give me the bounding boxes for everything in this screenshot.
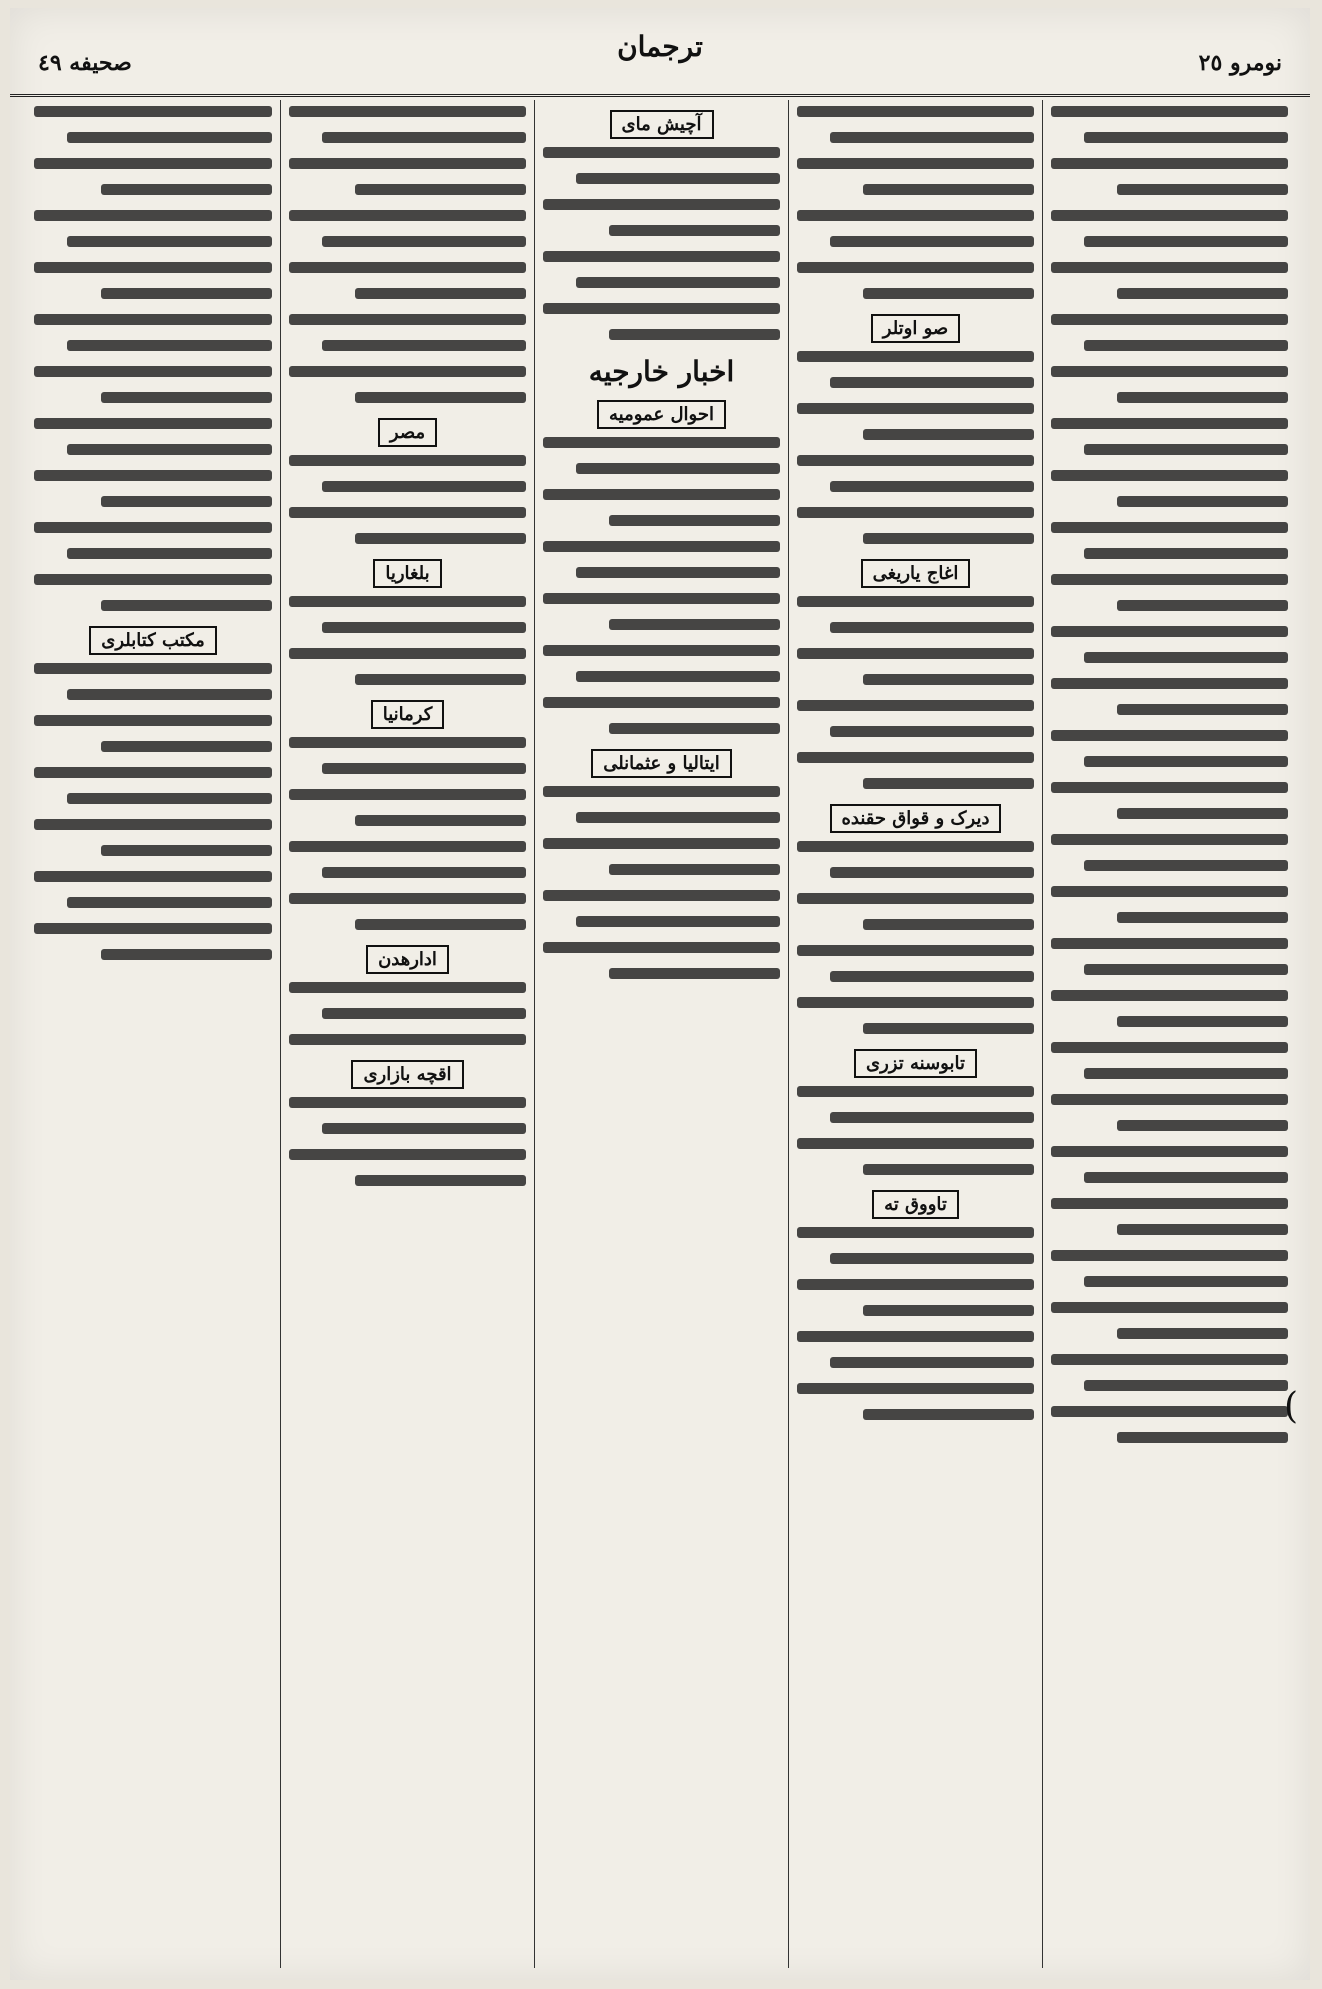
column-2-heading-1: صو اوتلر <box>797 314 1034 343</box>
column-2-text-5 <box>797 1227 1034 1420</box>
column-2-heading-3: دیرک و قواق حقنده <box>797 804 1034 833</box>
column-2-text-1 <box>797 351 1034 544</box>
column-2-heading-5: تاووق ته <box>797 1190 1034 1219</box>
column-3-heading-1: آچیش مای <box>543 110 780 139</box>
column-4-text-top <box>289 106 526 403</box>
column-1-text <box>1051 106 1288 1443</box>
page-number-label: صحيفه ٤٩ <box>38 50 132 76</box>
column-2 <box>788 100 1042 1968</box>
column-2-text-3 <box>797 841 1034 1034</box>
column-4-heading-1: مصر <box>289 418 526 447</box>
column-2-heading-2: اغاج یاریغی <box>797 559 1034 588</box>
column-1 <box>1042 100 1296 1968</box>
column-3-text-3 <box>543 786 780 979</box>
masthead <box>10 26 1310 97</box>
column-3-text-2 <box>543 437 780 734</box>
column-4-heading-4: ادارهدن <box>289 945 526 974</box>
column-4-text-2 <box>289 596 526 685</box>
column-2-heading-4: تابوسنه تزری <box>797 1049 1034 1078</box>
column-3-heading-3: ایتالیا و عثمانلی <box>543 749 780 778</box>
column-5-text-1 <box>34 663 272 960</box>
column-4-text-5 <box>289 1097 526 1186</box>
column-2-text-2 <box>797 596 1034 789</box>
column-grid <box>24 100 1296 1968</box>
column-3-section-title: اخبار خارجیه <box>588 355 735 388</box>
column-4-text-3 <box>289 737 526 930</box>
column-4-text-4 <box>289 982 526 1045</box>
newspaper-title: ترجمان <box>617 30 703 63</box>
column-4-heading-5: اقچه بازاری <box>289 1060 526 1089</box>
newspaper-page <box>10 8 1310 1980</box>
column-4 <box>280 100 534 1968</box>
column-5-heading-1: مکتب کتابلری <box>34 626 272 655</box>
column-3 <box>534 100 788 1968</box>
column-4-heading-3: کرمانیا <box>289 700 526 729</box>
margin-mark: ( <box>1283 1386 1298 1427</box>
column-3-heading-2: احوال عمومیه <box>543 400 780 429</box>
column-2-text-4 <box>797 1086 1034 1175</box>
column-5 <box>26 100 280 1968</box>
column-4-text-1 <box>289 455 526 544</box>
column-4-heading-2: بلغاریا <box>289 559 526 588</box>
column-3-text-1 <box>543 147 780 340</box>
column-5-text-top <box>34 106 272 611</box>
column-2-text-top <box>797 106 1034 299</box>
issue-number-label: نومرو ٢٥ <box>1198 50 1282 76</box>
